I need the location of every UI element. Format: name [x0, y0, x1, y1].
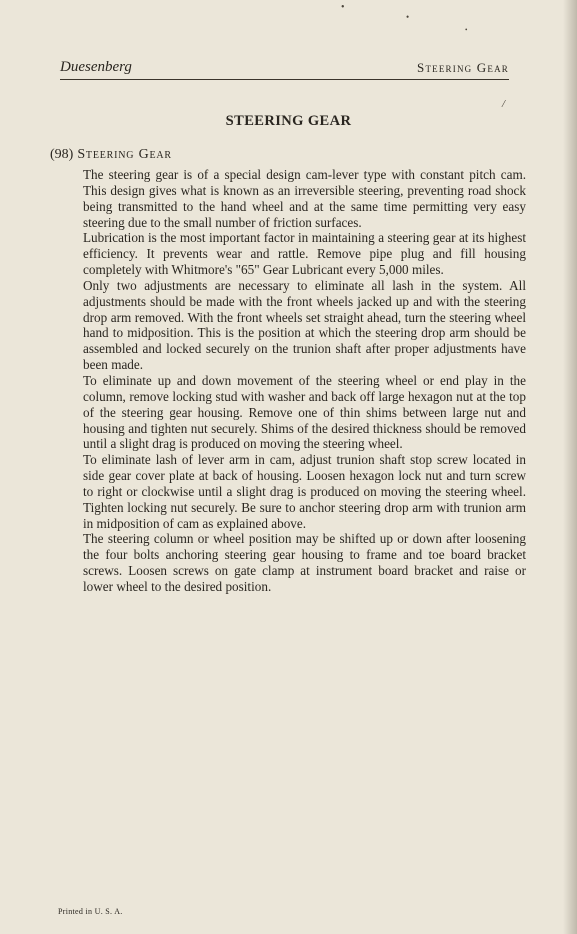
paragraph: To eliminate lash of lever arm in cam, adjust trunion shaft stop screw located in side gear cover plate at back of housing. Loosen hexagon lock nut and turn screw to right or clockwise until a slight drag is produced on moving the steering wheel. Tighten locking nut securely. Be sure to anchor steering drop arm with trunion arm in midposition of cam as explained above.	[83, 452, 526, 531]
body-text	[83, 167, 526, 595]
header-section: Steering Gear	[417, 60, 509, 75]
paragraph: To eliminate up and down movement of the steering wheel or end play in the column, remove locking stud with washer and back off large hexagon nut at the top of the steering gear housing. Remove one of thin shims between large nut and housing and tighten nut securely. Shims of the desired thickness should be removed until a slight drag is produced on moving the steering wheel.	[83, 372, 526, 452]
section-number: (98)	[50, 147, 74, 162]
section-heading	[50, 147, 172, 163]
paragraph: The steering gear is of a special design cam-lever type with constant pitch cam. This design gives what is known as an irreversible steering, preventing road shock being transmitted to the hand wheel and at the same time permitting very easy steering due to the small number of friction surfaces.	[83, 167, 526, 230]
header-brand: Duesenberg	[60, 59, 132, 75]
page-edge-shadow	[563, 0, 577, 934]
print-speck: •	[341, 2, 345, 13]
paragraph: Only two adjustments are necessary to eliminate all lash in the system. All adjustments should be made with the front wheels jacked up and with the steering drop arm removed. With the front wheels set straight ahead, turn the steering wheel hand to midposition. This is the position at which the steering drop arm should be assembled and locked securely on the trunion shaft after proper adjustments have been made.	[83, 277, 526, 373]
printed-in-footer: Printed in U. S. A.	[58, 907, 123, 916]
section-label: Steering Gear	[77, 147, 172, 162]
page-title: STEERING GEAR	[225, 113, 352, 129]
pencil-mark: /	[502, 98, 506, 110]
print-speck: •	[465, 26, 468, 34]
print-speck: •	[406, 12, 410, 22]
paragraph: Lubrication is the most important factor in maintaining a steering gear at its highest efficiency. It prevents wear and rattle. Remove pipe plug and fill housing completely with Whitmore's "65" Gear Lubricant every 5,000 miles.	[83, 230, 526, 278]
paragraph: The steering column or wheel position may be shifted up or down after loosening the four bolts anchoring steering gear housing to frame and toe board bracket screws. Loosen screws on gate clamp at instrument board bracket and raise or lower wheel to the desired position.	[83, 531, 526, 594]
running-header	[60, 57, 509, 80]
